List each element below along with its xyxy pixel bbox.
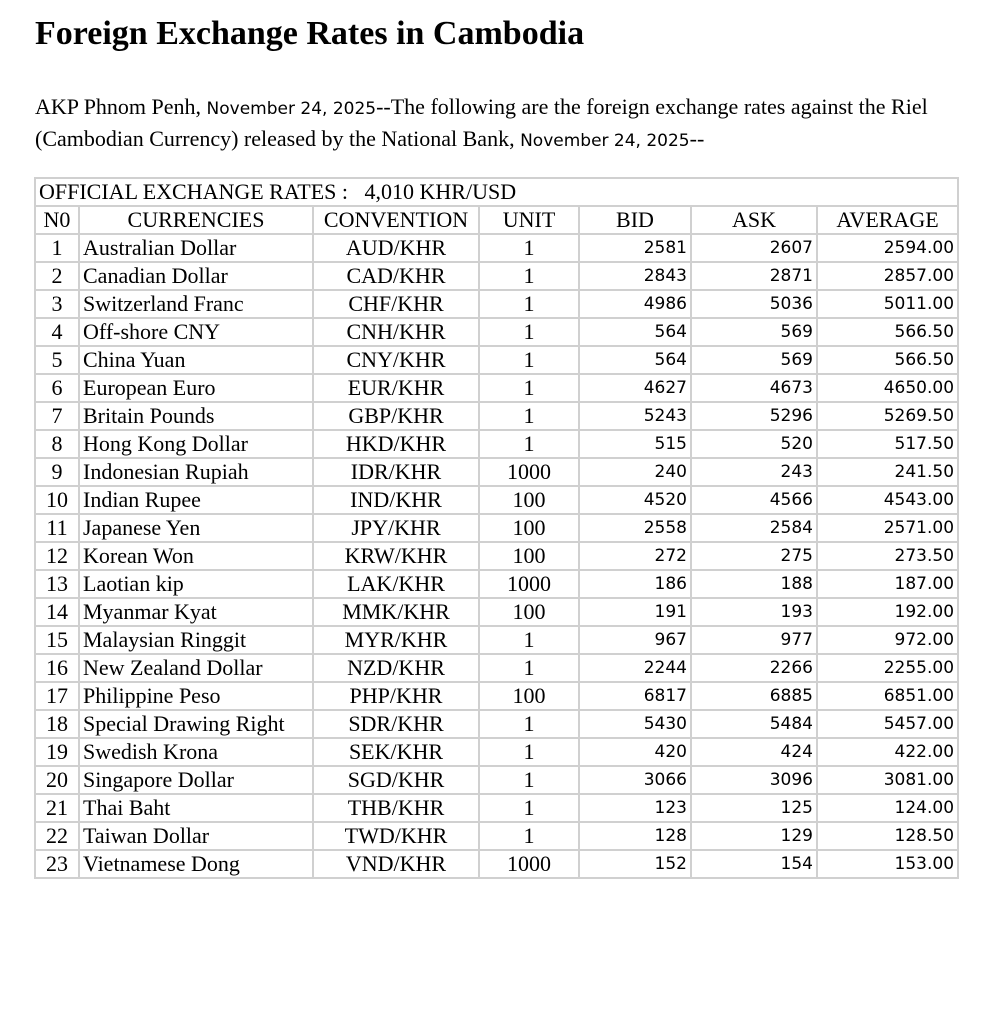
- row-number: 6: [35, 374, 79, 402]
- currency-unit: 100: [479, 682, 579, 710]
- average-rate: 5011.00: [817, 290, 958, 318]
- table-row: [35, 262, 958, 290]
- currency-convention: CNH/KHR: [313, 318, 479, 346]
- official-rate-value: 4,010 KHR/USD: [364, 179, 517, 204]
- average-rate: 422.00: [817, 738, 958, 766]
- table-row: [35, 318, 958, 346]
- currency-name: Swedish Krona: [79, 738, 313, 766]
- row-number: 13: [35, 570, 79, 598]
- currency-name: Indonesian Rupiah: [79, 458, 313, 486]
- ask-rate: 2266: [691, 654, 817, 682]
- currency-convention: THB/KHR: [313, 794, 479, 822]
- average-rate: 517.50: [817, 430, 958, 458]
- header-ask: ASK: [691, 206, 817, 234]
- currency-convention: LAK/KHR: [313, 570, 479, 598]
- currency-convention: AUD/KHR: [313, 234, 479, 262]
- bid-rate: 5243: [579, 402, 691, 430]
- currency-unit: 100: [479, 514, 579, 542]
- currency-name: Laotian kip: [79, 570, 313, 598]
- currency-convention: GBP/KHR: [313, 402, 479, 430]
- currency-name: Malaysian Ringgit: [79, 626, 313, 654]
- currency-convention: CHF/KHR: [313, 290, 479, 318]
- row-number: 7: [35, 402, 79, 430]
- ask-rate: 3096: [691, 766, 817, 794]
- row-number: 14: [35, 598, 79, 626]
- ask-rate: 5036: [691, 290, 817, 318]
- ask-rate: 129: [691, 822, 817, 850]
- ask-rate: 2607: [691, 234, 817, 262]
- bid-rate: 272: [579, 542, 691, 570]
- table-row: [35, 850, 958, 878]
- row-number: 4: [35, 318, 79, 346]
- row-number: 23: [35, 850, 79, 878]
- intro-date: November 24, 2025: [206, 99, 377, 119]
- currency-name: China Yuan: [79, 346, 313, 374]
- ask-rate: 243: [691, 458, 817, 486]
- bid-rate: 186: [579, 570, 691, 598]
- bid-rate: 4986: [579, 290, 691, 318]
- currency-unit: 1: [479, 710, 579, 738]
- currency-convention: MYR/KHR: [313, 626, 479, 654]
- header-average: AVERAGE: [817, 206, 958, 234]
- intro-middle: --The following are the foreign exchange rates against the Riel (Cambodian Currency) released by the National Bank,: [35, 94, 928, 151]
- currency-name: Britain Pounds: [79, 402, 313, 430]
- currency-convention: IND/KHR: [313, 486, 479, 514]
- page-title: Foreign Exchange Rates in Cambodia: [35, 15, 585, 52]
- row-number: 19: [35, 738, 79, 766]
- row-number: 5: [35, 346, 79, 374]
- table-row: [35, 654, 958, 682]
- average-rate: 2857.00: [817, 262, 958, 290]
- currency-name: Australian Dollar: [79, 234, 313, 262]
- table-row: [35, 738, 958, 766]
- currency-name: New Zealand Dollar: [79, 654, 313, 682]
- bid-rate: 967: [579, 626, 691, 654]
- currency-name: Thai Baht: [79, 794, 313, 822]
- currency-name: Myanmar Kyat: [79, 598, 313, 626]
- row-number: 1: [35, 234, 79, 262]
- row-number: 22: [35, 822, 79, 850]
- row-number: 12: [35, 542, 79, 570]
- table-row: [35, 458, 958, 486]
- bid-rate: 564: [579, 346, 691, 374]
- currency-unit: 100: [479, 542, 579, 570]
- table-row: [35, 290, 958, 318]
- row-number: 9: [35, 458, 79, 486]
- table-row: [35, 682, 958, 710]
- table-row: [35, 374, 958, 402]
- average-rate: 6851.00: [817, 682, 958, 710]
- currency-unit: 1: [479, 318, 579, 346]
- row-number: 21: [35, 794, 79, 822]
- average-rate: 4650.00: [817, 374, 958, 402]
- currency-name: Hong Kong Dollar: [79, 430, 313, 458]
- ask-rate: 188: [691, 570, 817, 598]
- currency-convention: CAD/KHR: [313, 262, 479, 290]
- official-rate-cell: [35, 178, 958, 206]
- currency-convention: SDR/KHR: [313, 710, 479, 738]
- average-rate: 241.50: [817, 458, 958, 486]
- ask-rate: 2871: [691, 262, 817, 290]
- currency-name: Switzerland Franc: [79, 290, 313, 318]
- average-rate: 5269.50: [817, 402, 958, 430]
- currency-name: Indian Rupee: [79, 486, 313, 514]
- header-convention: CONVENTION: [313, 206, 479, 234]
- bid-rate: 2581: [579, 234, 691, 262]
- average-rate: 153.00: [817, 850, 958, 878]
- currency-name: Off-shore CNY: [79, 318, 313, 346]
- currency-convention: SEK/KHR: [313, 738, 479, 766]
- currency-unit: 1000: [479, 850, 579, 878]
- average-rate: 273.50: [817, 542, 958, 570]
- table-row: [35, 542, 958, 570]
- ask-rate: 424: [691, 738, 817, 766]
- currency-unit: 1: [479, 234, 579, 262]
- row-number: 3: [35, 290, 79, 318]
- currency-unit: 1: [479, 794, 579, 822]
- bid-rate: 240: [579, 458, 691, 486]
- currency-unit: 100: [479, 598, 579, 626]
- currency-name: Canadian Dollar: [79, 262, 313, 290]
- currency-unit: 1: [479, 626, 579, 654]
- row-number: 17: [35, 682, 79, 710]
- ask-rate: 2584: [691, 514, 817, 542]
- bid-rate: 191: [579, 598, 691, 626]
- ask-rate: 4566: [691, 486, 817, 514]
- ask-rate: 569: [691, 318, 817, 346]
- currency-unit: 1: [479, 402, 579, 430]
- table-row: [35, 402, 958, 430]
- currency-convention: SGD/KHR: [313, 766, 479, 794]
- currency-convention: VND/KHR: [313, 850, 479, 878]
- table-row: [35, 346, 958, 374]
- header-currencies: CURRENCIES: [79, 206, 313, 234]
- header-no: N0: [35, 206, 79, 234]
- average-rate: 4543.00: [817, 486, 958, 514]
- bid-rate: 123: [579, 794, 691, 822]
- currency-name: Korean Won: [79, 542, 313, 570]
- average-rate: 5457.00: [817, 710, 958, 738]
- ask-rate: 125: [691, 794, 817, 822]
- table-row: [35, 766, 958, 794]
- average-rate: 128.50: [817, 822, 958, 850]
- table-row: [35, 626, 958, 654]
- row-number: 2: [35, 262, 79, 290]
- bid-rate: 2843: [579, 262, 691, 290]
- currency-unit: 1: [479, 738, 579, 766]
- average-rate: 2255.00: [817, 654, 958, 682]
- currency-convention: EUR/KHR: [313, 374, 479, 402]
- currency-name: European Euro: [79, 374, 313, 402]
- bid-rate: 515: [579, 430, 691, 458]
- ask-rate: 193: [691, 598, 817, 626]
- currency-unit: 1: [479, 290, 579, 318]
- average-rate: 187.00: [817, 570, 958, 598]
- intro-paragraph: [35, 92, 975, 156]
- ask-rate: 977: [691, 626, 817, 654]
- ask-rate: 154: [691, 850, 817, 878]
- currency-unit: 100: [479, 486, 579, 514]
- ask-rate: 5484: [691, 710, 817, 738]
- currency-convention: NZD/KHR: [313, 654, 479, 682]
- average-rate: 566.50: [817, 318, 958, 346]
- currency-unit: 1: [479, 374, 579, 402]
- currency-name: Singapore Dollar: [79, 766, 313, 794]
- currency-name: Taiwan Dollar: [79, 822, 313, 850]
- currency-unit: 1: [479, 822, 579, 850]
- table-row: [35, 794, 958, 822]
- ask-rate: 569: [691, 346, 817, 374]
- currency-name: Philippine Peso: [79, 682, 313, 710]
- table-row: [35, 486, 958, 514]
- row-number: 16: [35, 654, 79, 682]
- table-row: [35, 234, 958, 262]
- exchange-rates-table: [34, 177, 959, 879]
- currency-unit: 1: [479, 346, 579, 374]
- average-rate: 972.00: [817, 626, 958, 654]
- row-number: 10: [35, 486, 79, 514]
- average-rate: 3081.00: [817, 766, 958, 794]
- header-row: [35, 206, 958, 234]
- average-rate: 2571.00: [817, 514, 958, 542]
- row-number: 8: [35, 430, 79, 458]
- table-row: [35, 822, 958, 850]
- ask-rate: 275: [691, 542, 817, 570]
- table-row: [35, 710, 958, 738]
- currency-unit: 1000: [479, 458, 579, 486]
- currency-unit: 1000: [479, 570, 579, 598]
- header-unit: UNIT: [479, 206, 579, 234]
- ask-rate: 4673: [691, 374, 817, 402]
- table-row: [35, 514, 958, 542]
- bid-rate: 2244: [579, 654, 691, 682]
- rate-rows: [35, 234, 958, 878]
- bid-rate: 2558: [579, 514, 691, 542]
- currency-convention: HKD/KHR: [313, 430, 479, 458]
- average-rate: 192.00: [817, 598, 958, 626]
- table-row: [35, 430, 958, 458]
- ask-rate: 520: [691, 430, 817, 458]
- average-rate: 2594.00: [817, 234, 958, 262]
- row-number: 15: [35, 626, 79, 654]
- currency-convention: TWD/KHR: [313, 822, 479, 850]
- currency-unit: 1: [479, 430, 579, 458]
- row-number: 11: [35, 514, 79, 542]
- currency-name: Japanese Yen: [79, 514, 313, 542]
- bid-rate: 5430: [579, 710, 691, 738]
- average-rate: 566.50: [817, 346, 958, 374]
- release-date: November 24, 2025: [520, 131, 690, 151]
- currency-convention: CNY/KHR: [313, 346, 479, 374]
- intro-lead: AKP Phnom Penh,: [35, 94, 207, 119]
- currency-name: Vietnamese Dong: [79, 850, 313, 878]
- currency-name: Special Drawing Right: [79, 710, 313, 738]
- currency-convention: MMK/KHR: [313, 598, 479, 626]
- row-number: 18: [35, 710, 79, 738]
- bid-rate: 564: [579, 318, 691, 346]
- table-row: [35, 570, 958, 598]
- bid-rate: 128: [579, 822, 691, 850]
- currency-convention: IDR/KHR: [313, 458, 479, 486]
- currency-convention: PHP/KHR: [313, 682, 479, 710]
- ask-rate: 6885: [691, 682, 817, 710]
- currency-unit: 1: [479, 766, 579, 794]
- bid-rate: 4520: [579, 486, 691, 514]
- official-rate-label: OFFICIAL EXCHANGE RATES :: [39, 179, 349, 204]
- bid-rate: 420: [579, 738, 691, 766]
- bid-rate: 4627: [579, 374, 691, 402]
- ask-rate: 5296: [691, 402, 817, 430]
- row-number: 20: [35, 766, 79, 794]
- currency-unit: 1: [479, 654, 579, 682]
- currency-convention: JPY/KHR: [313, 514, 479, 542]
- bid-rate: 3066: [579, 766, 691, 794]
- currency-convention: KRW/KHR: [313, 542, 479, 570]
- currency-unit: 1: [479, 262, 579, 290]
- average-rate: 124.00: [817, 794, 958, 822]
- official-rate-row: [35, 178, 958, 206]
- bid-rate: 6817: [579, 682, 691, 710]
- intro-tail: --: [689, 126, 705, 151]
- table-row: [35, 598, 958, 626]
- bid-rate: 152: [579, 850, 691, 878]
- header-bid: BID: [579, 206, 691, 234]
